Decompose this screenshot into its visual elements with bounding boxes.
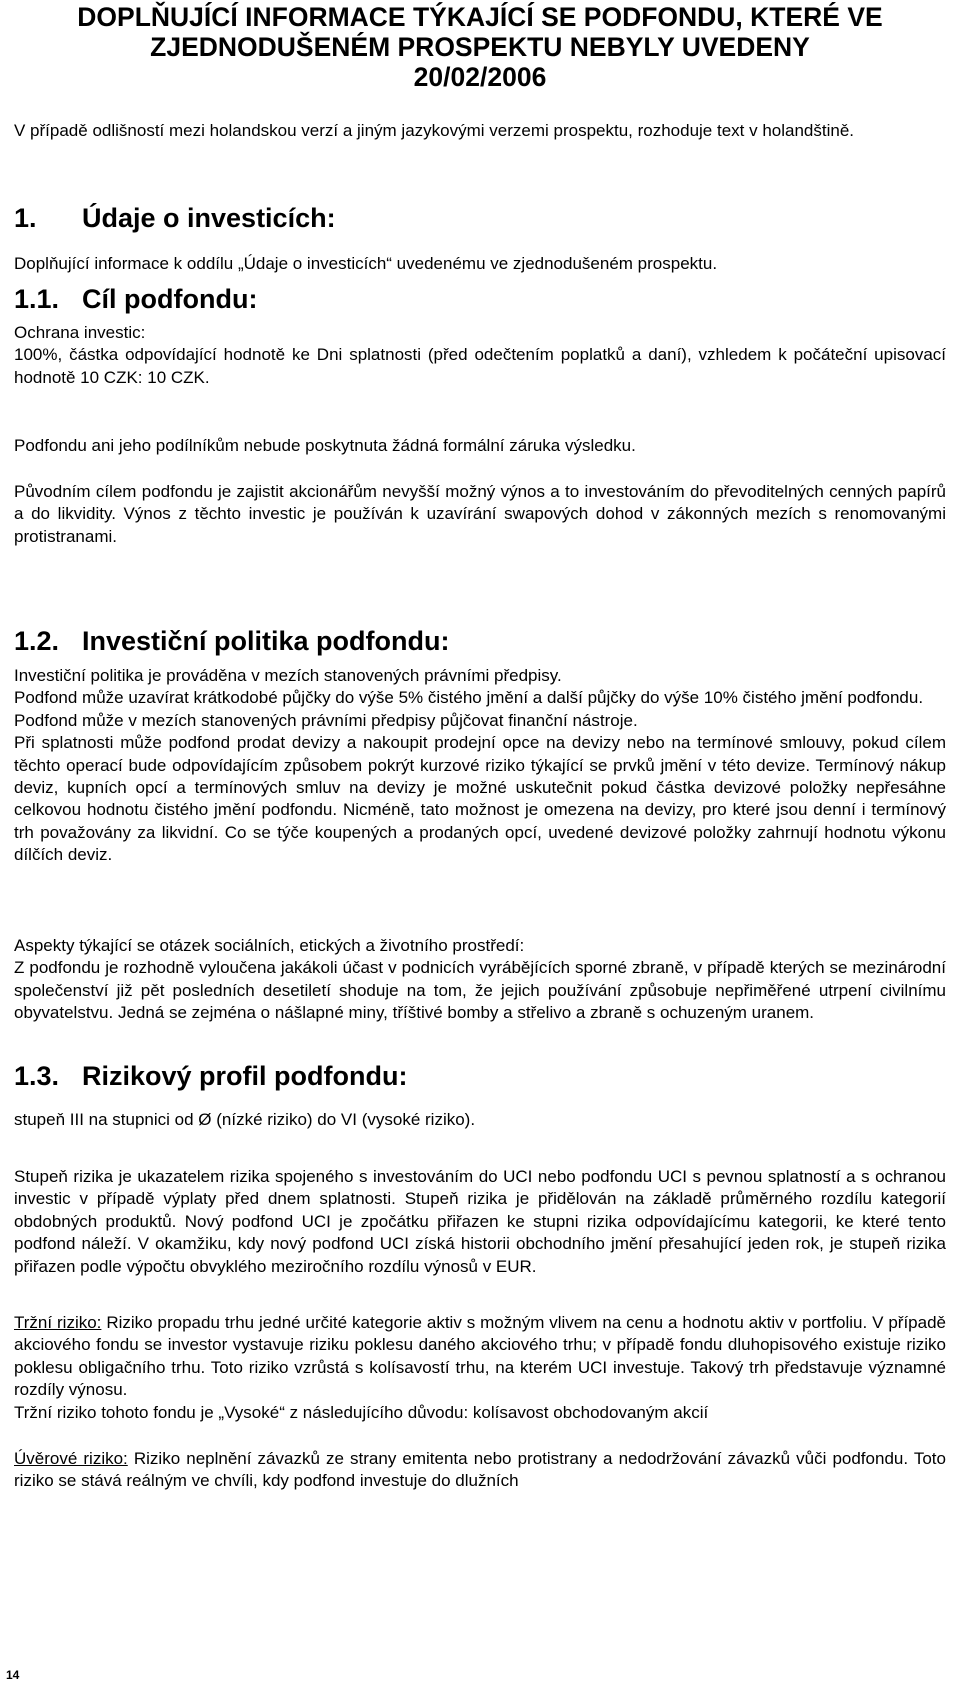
policy-loans: Podfond může uzavírat krátkodobé půjčky do výše 5% čistého jmění a další půjčky do výše 10% čistého jmění podfondu. [14, 688, 924, 708]
protection-paragraph [14, 322, 946, 389]
section-1-2-number: 1.2. [14, 626, 60, 656]
section-1-2-title: Investiční politika podfondu: [82, 626, 450, 656]
policy-paragraph [14, 665, 946, 867]
guarantee-text: Podfondu ani jeho podílníkům nebude poskytnuta žádná formální záruka výsledku. [14, 436, 636, 455]
policy-lending: Podfond může v mezích stanovených právními předpisy půjčovat finanční nástroje. [14, 710, 638, 730]
social-paragraph [14, 935, 946, 1025]
protection-text: 100%, částka odpovídající hodnotě ke Dni splatnosti (před odečtením poplatků a daní), vzhledem k počáteční upisovací hodnotě 10 CZK: 10 CZK. [14, 345, 946, 387]
section-1-2-heading [14, 625, 450, 657]
credit-risk-text: Riziko neplnění závazků ze strany emitenta nebo protistrany a nedodržování závazků vůči podfondu. Toto riziko se stává reálným ve chvíli, kdy podfond investuje do dlužních [14, 1449, 946, 1491]
section-1-1-number: 1.1. [14, 284, 60, 314]
market-risk-text: Riziko propadu trhu jedné určité kategorie aktiv s možným vlivem na cenu a hodnotu aktiv v portfoliu. V případě akciového fondu se investor vystavuje riziku poklesu daného akciového trhu; v případě fondu dluhopisového existuje riziko poklesu obligačního trhu. Toto riziko vzrůstá s kolísavostí trhu, na kterém UCI investuje. Takový trh představuje významné rozdíly výnosu. [14, 1313, 946, 1400]
credit-risk-label: Úvěrové riziko: [14, 1449, 128, 1468]
protection-label: Ochrana investic: [14, 323, 146, 342]
market-risk-body [14, 1312, 946, 1402]
section-1-number: 1. [14, 203, 37, 233]
credit-risk-paragraph [14, 1448, 946, 1493]
market-risk-label: Tržní riziko: [14, 1313, 102, 1332]
market-risk-paragraph [14, 1312, 946, 1424]
section-1-3-heading [14, 1060, 407, 1092]
section-1-intro: Doplňující informace k oddílu „Údaje o investicích“ uvedenému ve zjednodušeném prospektu. [14, 254, 718, 273]
social-text: Z podfondu je rozhodně vyloučena jakákoli účast v podnicích vyrábějících sporné zbraně, v případě kterých se mezinárodní společenství již pět posledních desetiletí shoduje na tom, že jejich používání způsobuje nepřiměřené utrpení civilnímu obyvatelstvu. Jedná se zejména o nášlapné miny, tříštivé bomby a střelivo a zbraně s ochuzeným uranem. [14, 958, 946, 1023]
title-line-1: DOPLŇUJÍCÍ INFORMACE TÝKAJÍCÍ SE PODFONDU, KTERÉ VE [77, 2, 883, 32]
document-title [20, 2, 940, 92]
policy-line-1: Investiční politika je prováděna v mezích stanovených právními předpisy. [14, 666, 562, 685]
risk-explanation: Stupeň rizika je ukazatelem rizika spojeného s investováním do UCI nebo podfondu UCI s pevnou splatností a s ochranou investic v případě výplaty před dnem splatnosti. Stupeň rizika je přidělován na základě průměrného rozdílu kategorií obdobných produktů. Nový podfond UCI je zpočátku přiřazen ke stupni rizika odpovídajícímu kategorii, ke které tento podfond náleží. V okamžiku, kdy nový podfond UCI získá historii obchodního jmění přesahující jeden rok, je stupeň rizika přiřazen podle výpočtu obvyklého meziročního rozdílu výnosů v EUR. [14, 1167, 946, 1276]
language-note: V případě odlišností mezi holandskou verzí a jiným jazykovými verzemi prospektu, rozhoduje text v holandštině. [14, 121, 855, 140]
page-number: 14 [6, 1668, 20, 1682]
market-risk-level: Tržní riziko tohoto fondu je „Vysoké“ z následujícího důvodu: kolísavost obchodovaným akcií [14, 1402, 709, 1422]
section-1-heading [14, 202, 336, 234]
section-1-3-title: Rizikový profil podfondu: [82, 1061, 408, 1091]
policy-currency-hedging: Při splatnosti může podfond prodat devizy a nakoupit prodejní opce na devizy nebo na termínové smlouvy, pokud cílem těchto operací bude odpovídajícím způsobem pokrýt kurzové riziko týkající se prvků jmění v této devize. Termínový nákup deviz, kupních opcí a termínových smluv na devizy je možné uskutečnit pokud částka devizové položky nepřesáhne celkovou hodnotu čistého jmění podfondu. Nicméně, tato možnost je omezena na devizy, pro které jsou denní i termínový trh považovány za likvidní. Co se týče koupených a prodaných opcí, uvedené devizové položky zahrnují hodnotu výkonu dílčích deviz. [14, 733, 946, 865]
section-1-1-heading [14, 283, 257, 315]
title-line-2: ZJEDNODUŠENÉM PROSPEKTU NEBYLY UVEDENY [150, 32, 810, 62]
risk-level-text: stupeň III na stupnici od Ø (nízké riziko) do VI (vysoké riziko). [14, 1110, 476, 1129]
title-date: 20/02/2006 [413, 62, 547, 92]
section-1-1-title: Cíl podfondu: [82, 284, 258, 314]
social-label: Aspekty týkající se otázek sociálních, etických a životního prostředí: [14, 936, 525, 955]
section-1-title: Údaje o investicích: [82, 203, 336, 233]
objective-text: Původním cílem podfondu je zajistit akcionářům nevyšší možný výnos a to investováním do převoditelných cenných papírů a do likvidity. Výnos z těchto investic je používán k uzavírání swapových dohod v zákonných mezích s renomovanými protistranami. [14, 482, 946, 546]
section-1-3-number: 1.3. [14, 1061, 60, 1091]
